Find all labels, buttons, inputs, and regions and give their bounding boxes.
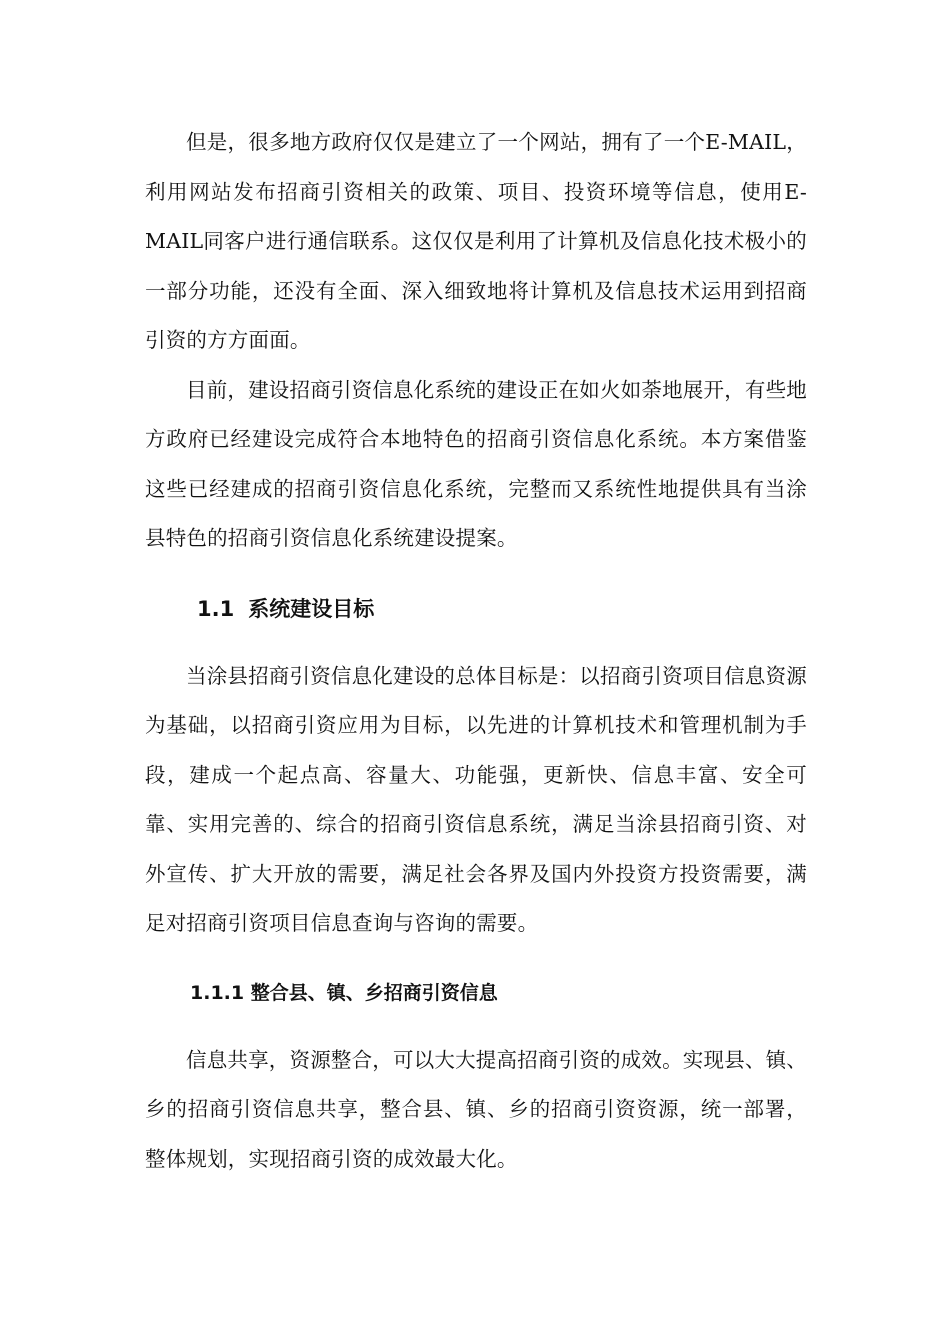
subsection-heading: [145, 982, 807, 1004]
section-title: 系统建设目标: [248, 596, 375, 621]
document-body: [145, 118, 807, 1184]
spacer: [145, 1004, 807, 1036]
spacer: [145, 564, 807, 597]
paragraph-integration: 信息共享，资源整合，可以大大提高招商引资的成效。实现县、镇、乡的招商引资信息共享，整合县、镇、乡的招商引资资源，统一部署，整体规划，实现招商引资的成效最大化。: [145, 1047, 807, 1171]
subsection-title: 整合县、镇、乡招商引资信息: [250, 981, 498, 1004]
subsection-number: 1.1.1: [190, 981, 245, 1004]
spacer: [145, 949, 807, 982]
spacer: [145, 621, 807, 652]
section-number: 1.1: [197, 596, 235, 621]
paragraph-current-status: 目前，建设招商引资信息化系统的建设正在如火如荼地展开，有些地方政府已经建设完成符合本地特色的招商引资信息化系统。本方案借鉴这些已经建成的招商引资信息化系统，完整而又系统性地提供具有当涂县特色的招商引资信息化系统建设提案。: [145, 377, 807, 550]
paragraph-overall-goal: 当涂县招商引资信息化建设的总体目标是：以招商引资项目信息资源为基础，以招商引资应用为目标，以先进的计算机技术和管理机制为手段，建成一个起点高、容量大、功能强，更新快、信息丰富、安全可靠、实用完善的、综合的招商引资信息系统，满足当涂县招商引资、对外宣传、扩大开放的需要，满足社会各界及国内外投资方投资需要，满足对招商引资项目信息查询与咨询的需要。: [145, 663, 807, 935]
section-heading: [145, 597, 807, 621]
paragraph-intro: 但是，很多地方政府仅仅是建立了一个网站，拥有了一个E-MAIL，利用网站发布招商引资相关的政策、项目、投资环境等信息，使用E-MAIL同客户进行通信联系。这仅仅是利用了计算机及信息化技术极小的一部分功能，还没有全面、深入细致地将计算机及信息技术运用到招商引资的方方面面。: [145, 130, 807, 352]
